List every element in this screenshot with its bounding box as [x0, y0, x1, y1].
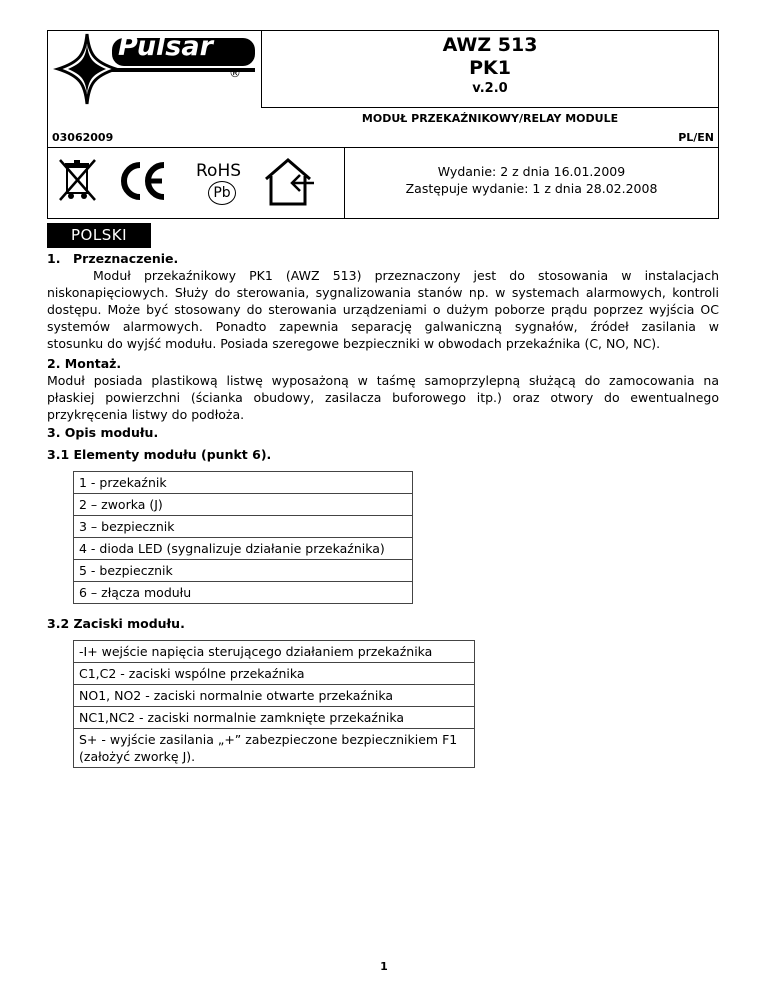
s1-body [47, 267, 719, 352]
terminals-table [73, 640, 475, 768]
s1-line: systemów alarmowych. Ponadto zapewnia separację galwaniczną sygnałów, źródeł zasilania w [47, 319, 719, 334]
s2-line: Moduł posiada plastikową listwę wyposażoną w taśmę samoprzylepną służącą do zamocowania na [47, 373, 719, 388]
indoor-use-icon [262, 157, 318, 207]
replaces-text: Zastępuje wydanie: 1 z dnia 28.02.2008 [405, 181, 658, 196]
s1-line: niskonapięciowych. Służy do sterowania, sygnalizowania stanów np. w systemach alarmowych, kontroli [47, 285, 719, 300]
table-row [74, 707, 475, 729]
s3-heading: 3. Opis modułu. [47, 425, 159, 440]
header-divider-h2 [47, 147, 719, 148]
ce-mark-icon [118, 161, 170, 201]
header-divider-h1 [261, 107, 719, 108]
s1-heading-number: 1. [47, 251, 61, 266]
table-cell: 6 – złącza modułu [74, 582, 413, 604]
table-cell: 1 - przekaźnik [74, 472, 413, 494]
table-cell: 3 – bezpiecznik [74, 516, 413, 538]
product-name: PK1 [469, 57, 511, 79]
product-code: AWZ 513 [442, 34, 538, 56]
s2-line: płaskiej powierzchni (ścianka obudowy, zasilacza buforowego itp.) oraz otwory do ewentualnego [47, 390, 719, 405]
table-row [74, 663, 475, 685]
table-cell: 4 - dioda LED (sygnalizuje działanie przekaźnika) [74, 538, 413, 560]
elements-table [73, 471, 413, 604]
rohs-pb-icon [196, 161, 252, 207]
rohs-text: RoHS [196, 161, 242, 181]
table-row [74, 685, 475, 707]
language-codes: PL/EN [678, 131, 714, 144]
edition-info [344, 163, 719, 197]
s2-heading: 2. Montaż. [47, 356, 122, 371]
edition-text: Wydanie: 2 z dnia 16.01.2009 [437, 164, 626, 179]
s31-heading: 3.1 Elementy modułu (punkt 6). [47, 447, 272, 462]
table-row [74, 582, 413, 604]
page-number: 1 [380, 960, 388, 973]
pb-text: Pb [208, 181, 236, 205]
table-row [74, 560, 413, 582]
table-row [74, 472, 413, 494]
table-row [74, 516, 413, 538]
table-cell: C1,C2 - zaciski wspólne przekaźnika [74, 663, 475, 685]
doc-number: 03062009 [52, 131, 114, 144]
s1-heading: Przeznaczenie. [73, 251, 179, 266]
table-row [74, 538, 413, 560]
table-row [74, 641, 475, 663]
s2-body [47, 372, 719, 423]
table-cell: NC1,NC2 - zaciski normalnie zamknięte przekaźnika [74, 707, 475, 729]
s32-heading: 3.2 Zaciski modułu. [47, 616, 185, 631]
s1-line: Moduł przekaźnikowy PK1 (AWZ 513) przeznaczony jest do stosowania w instalacjach [93, 268, 719, 283]
table-cell [74, 729, 475, 768]
s1-line: stosunku do wyjść modułu. Posiada szeregowe bezpieczniki w obwodach przekaźnika (C, NO, NC). [47, 336, 661, 351]
version: v.2.0 [472, 81, 508, 96]
table-cell: 2 – zworka (J) [74, 494, 413, 516]
table-cell: NO1, NO2 - zaciski normalnie otwarte przekaźnika [74, 685, 475, 707]
logo-text: Pulsar [118, 31, 213, 62]
terminal-line: S+ - wyjście zasilania „+” zabezpieczone bezpiecznikiem F1 [79, 732, 458, 747]
terminal-line: (założyć zworkę J). [79, 749, 196, 764]
weee-bin-icon [57, 158, 99, 204]
module-subtitle: MODUŁ PRZEKAŹNIKOWY/RELAY MODULE [361, 112, 619, 125]
registered-mark: ® [229, 66, 241, 80]
table-row [74, 494, 413, 516]
s1-line: dostępu. Może być stosowany do sterowania urządzeniami o dużym poborze prądu poprzez wyjścia OC [47, 302, 719, 317]
language-section-tab: POLSKI [47, 223, 151, 248]
table-row [74, 729, 475, 768]
table-cell: 5 - bezpiecznik [74, 560, 413, 582]
s2-line: przykręcenia listwy do podłoża. [47, 407, 245, 422]
table-cell: -I+ wejście napięcia sterującego działaniem przekaźnika [74, 641, 475, 663]
